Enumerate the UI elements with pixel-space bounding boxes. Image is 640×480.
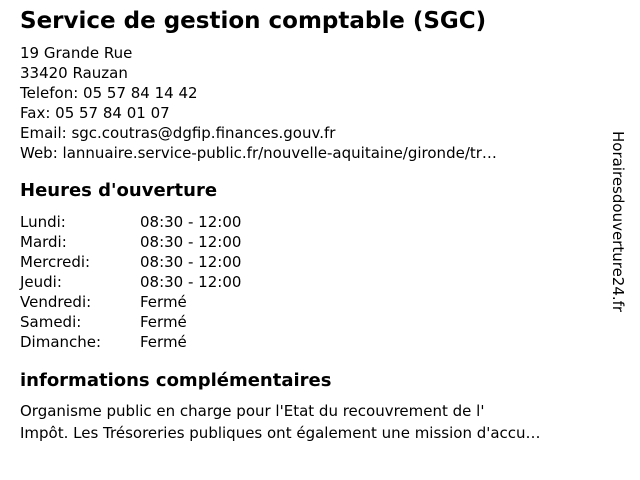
time-value: 08:30 - 12:00 bbox=[140, 253, 242, 271]
hours-row-wednesday bbox=[20, 252, 241, 272]
email-label: Email: bbox=[20, 124, 67, 142]
time-value: Fermé bbox=[140, 293, 187, 311]
fax-value: 05 57 84 01 07 bbox=[55, 104, 170, 122]
web-line bbox=[20, 143, 497, 163]
web-label: Web: bbox=[20, 144, 58, 162]
opening-hours-table bbox=[20, 212, 241, 352]
day-label: Mercredi: bbox=[20, 253, 91, 271]
time-value: 08:30 - 12:00 bbox=[140, 233, 242, 251]
time-value: 08:30 - 12:00 bbox=[140, 273, 242, 291]
time-value: Fermé bbox=[140, 313, 187, 331]
additional-info-paragraph bbox=[20, 400, 541, 444]
hours-row-thursday bbox=[20, 272, 241, 292]
phone-label: Telefon: bbox=[20, 84, 79, 102]
fax-label: Fax: bbox=[20, 104, 51, 122]
hours-row-tuesday bbox=[20, 232, 241, 252]
email-line bbox=[20, 123, 497, 143]
time-value: 08:30 - 12:00 bbox=[140, 213, 242, 231]
paragraph-line-2: Impôt. Les Trésoreries publiques ont également une mission d'accu… bbox=[20, 424, 541, 442]
fax-line bbox=[20, 103, 497, 123]
day-label: Vendredi: bbox=[20, 293, 92, 311]
phone-value: 05 57 84 14 42 bbox=[83, 84, 198, 102]
time-value: Fermé bbox=[140, 333, 187, 351]
web-value: lannuaire.service-public.fr/nouvelle-aquitaine/gironde/tr… bbox=[62, 144, 497, 162]
day-label: Lundi: bbox=[20, 213, 66, 231]
paragraph-line-1: Organisme public en charge pour l'Etat du recouvrement de l' bbox=[20, 402, 485, 420]
hours-row-friday bbox=[20, 292, 241, 312]
page-title: Service de gestion comptable (SGC) bbox=[20, 8, 487, 34]
contact-info bbox=[20, 43, 497, 163]
hours-row-monday bbox=[20, 212, 241, 232]
day-label: Jeudi: bbox=[20, 273, 62, 291]
site-watermark: Horairesdouverture24.fr bbox=[609, 131, 627, 313]
address-line-1: 19 Grande Rue bbox=[20, 44, 133, 62]
additional-info-heading: informations complémentaires bbox=[20, 370, 332, 391]
phone-line bbox=[20, 83, 497, 103]
address-line-2: 33420 Rauzan bbox=[20, 64, 128, 82]
day-label: Dimanche: bbox=[20, 333, 102, 351]
day-label: Mardi: bbox=[20, 233, 67, 251]
email-value: sgc.coutras@dgfip.finances.gouv.fr bbox=[71, 124, 336, 142]
hours-row-sunday bbox=[20, 332, 241, 352]
hours-row-saturday bbox=[20, 312, 241, 332]
opening-hours-heading: Heures d'ouverture bbox=[20, 180, 218, 201]
day-label: Samedi: bbox=[20, 313, 82, 331]
